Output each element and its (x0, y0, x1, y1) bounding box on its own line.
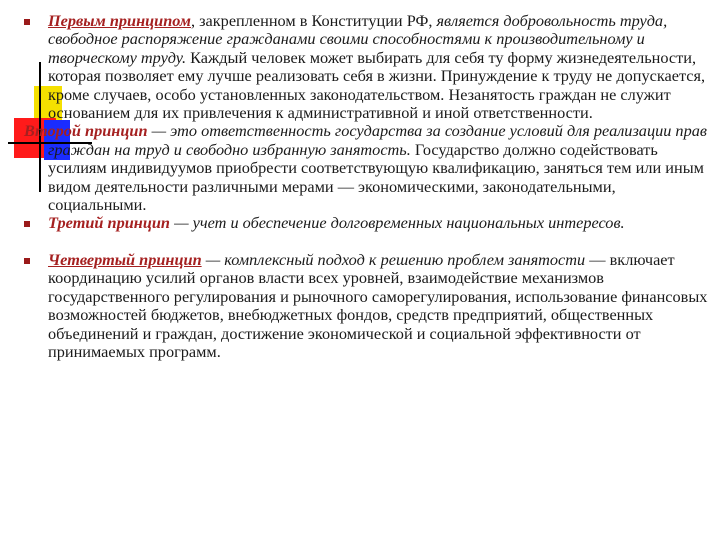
principle-4-title: Четвертый принцип (48, 249, 202, 269)
paragraph-principle-2 (24, 122, 714, 214)
paragraph-principle-1 (24, 12, 714, 122)
principle-1-title: Первым принципом (48, 11, 191, 30)
paragraph-spacer (24, 233, 714, 251)
principle-2-text: Государство должно содействовать усилиям индивидуумов приобрести соответствующую квалификацию, заняться тем или иным видом деятельности различными мерами — экономическими, законодательными, социальными. (48, 139, 704, 215)
principle-2-title: Второй принцип (24, 121, 148, 141)
principle-4-italic: — комплексный подход к решению проблем занятости (201, 249, 586, 269)
principle-3-title: Третий принцип (48, 213, 170, 233)
square-bullet-icon (24, 221, 30, 227)
principle-1-italic: является добровольность труда, свободное распоряжение гражданами своими способностями к производительному и творческому труду. (48, 11, 668, 67)
square-bullet-icon (24, 258, 30, 264)
principle-2-italic: — это ответственность государства за создание условий для реализации прав граждан на труд и свободно избранную занятость. (48, 121, 707, 159)
principle-3-italic: — учет и обеспечение долговременных национальных интересов. (170, 213, 625, 233)
slide-body (24, 12, 714, 361)
principle-1-lead-rest: , закрепленном в Конституции РФ, (190, 11, 437, 30)
principle-4-text: — включает координацию усилий органов власти всех уровней, взаимодействие механизмов государственного регулирования и рыночного саморегулирования, использование финансовых возможностей бюджетов, внебюджетных фондов, средств предприятий, общественных объединений и граждан, достижение экономической и социальной эффективности от принимаемых программ. (48, 249, 708, 361)
principle-1-text: Каждый человек может выбирать для себя ту форму жизнедеятельности, которая позволяет ему лучше реализовать себя в жизни. Принуждение к труду не допускается, кроме случаев, особо установленных законодательством. Незанятость граждан не служит основанием для их привлечения к административной и иной ответственности. (48, 47, 706, 123)
paragraph-principle-4 (24, 251, 714, 361)
square-bullet-icon (24, 19, 30, 25)
paragraph-principle-3 (24, 214, 714, 232)
